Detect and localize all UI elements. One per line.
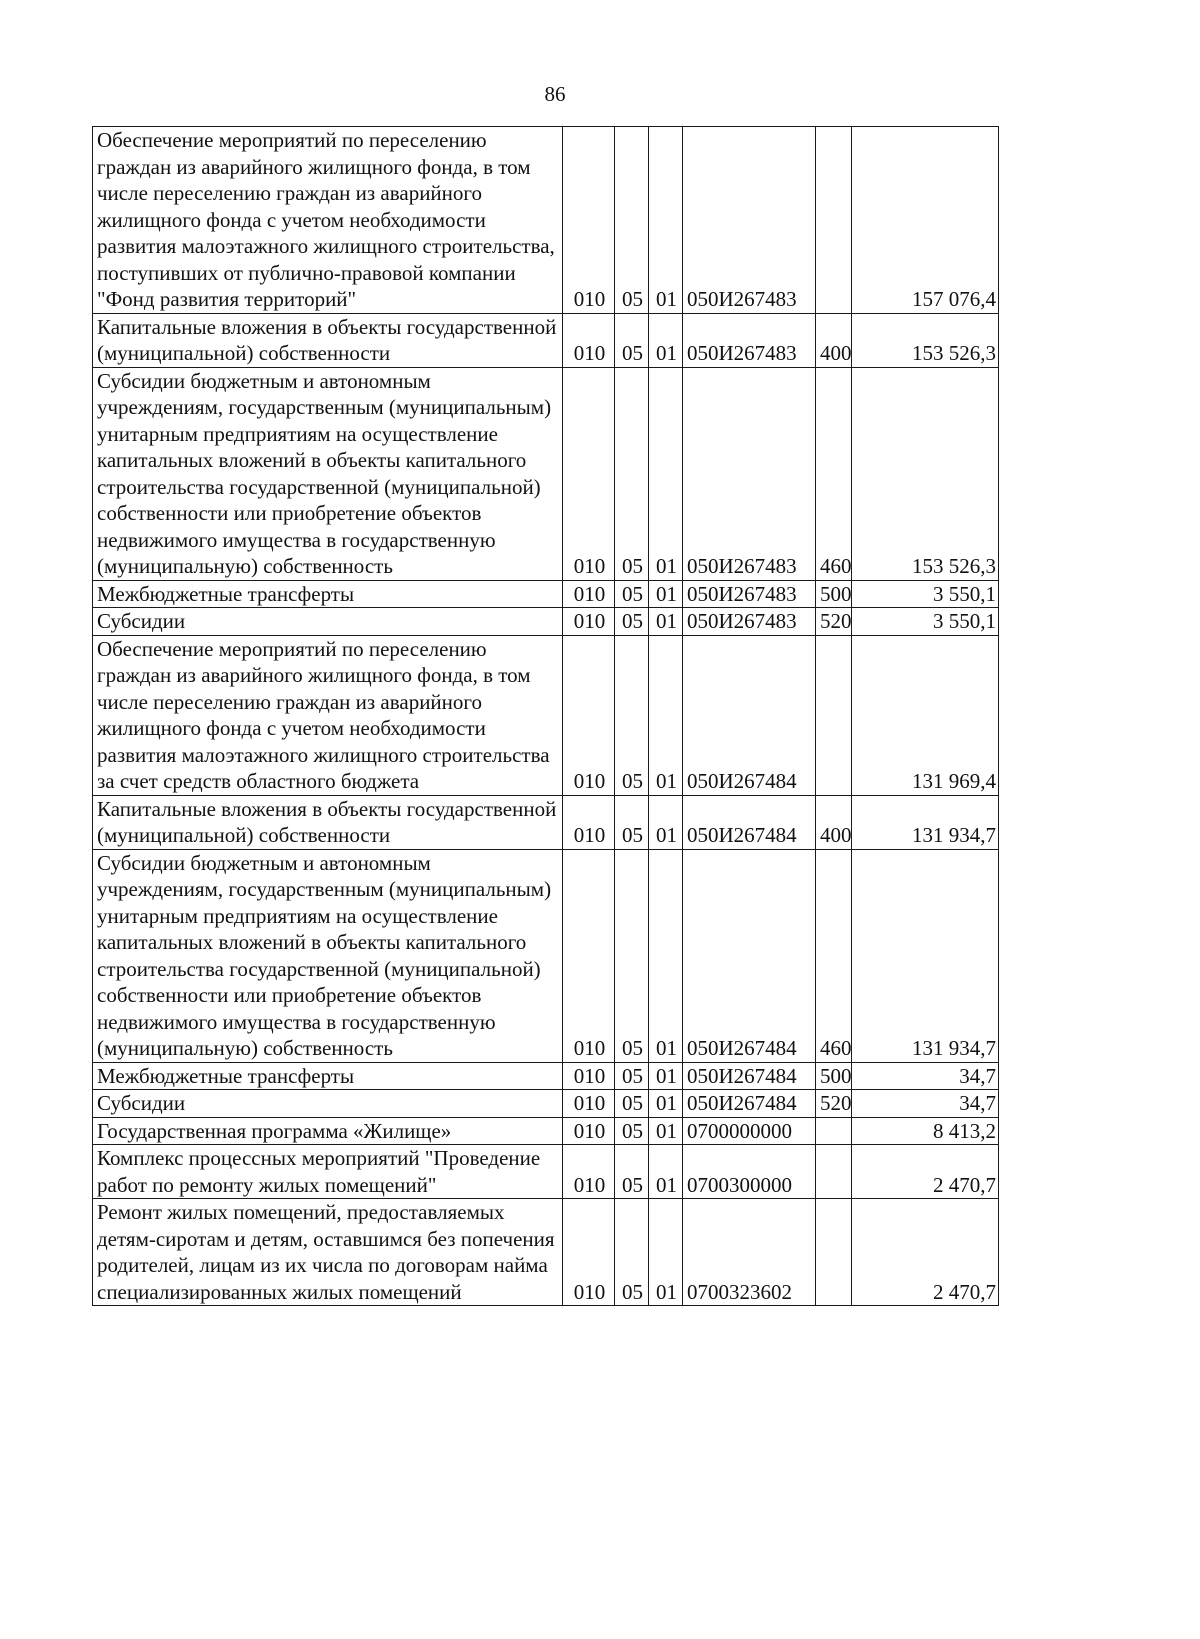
row-grbs-code: 010 bbox=[563, 127, 615, 314]
row-section-code: 05 bbox=[615, 580, 649, 608]
row-section-code: 05 bbox=[615, 795, 649, 849]
table-row bbox=[93, 1117, 999, 1145]
row-subsection-code: 01 bbox=[649, 795, 683, 849]
row-amount: 2 470,7 bbox=[852, 1145, 999, 1199]
row-subsection-code: 01 bbox=[649, 608, 683, 636]
row-amount: 157 076,4 bbox=[852, 127, 999, 314]
row-grbs-code: 010 bbox=[563, 635, 615, 795]
row-description: Межбюджетные трансферты bbox=[93, 1062, 563, 1090]
row-grbs-code: 010 bbox=[563, 849, 615, 1062]
row-section-code: 05 bbox=[615, 1199, 649, 1306]
row-expense-type-code bbox=[816, 1145, 852, 1199]
row-subsection-code: 01 bbox=[649, 849, 683, 1062]
row-amount: 3 550,1 bbox=[852, 580, 999, 608]
table-row bbox=[93, 635, 999, 795]
row-subsection-code: 01 bbox=[649, 580, 683, 608]
row-section-code: 05 bbox=[615, 608, 649, 636]
row-subsection-code: 01 bbox=[649, 1090, 683, 1118]
row-description: Государственная программа «Жилище» bbox=[93, 1117, 563, 1145]
row-target-article-code: 050И267484 bbox=[683, 795, 816, 849]
row-description: Субсидии бюджетным и автономным учреждениям, государственным (муниципальным) унитарным предприятиям на осуществление капитальных вложений в объекты капитального строительства государственной (муниципальной) собственности или приобретение объектов недвижимого имущества в государственную (муниципальную) собственность bbox=[93, 849, 563, 1062]
row-description: Комплекс процессных мероприятий "Проведение работ по ремонту жилых помещений" bbox=[93, 1145, 563, 1199]
row-target-article-code: 050И267484 bbox=[683, 849, 816, 1062]
row-amount: 131 969,4 bbox=[852, 635, 999, 795]
table-body bbox=[93, 127, 999, 1306]
row-expense-type-code bbox=[816, 635, 852, 795]
row-subsection-code: 01 bbox=[649, 1062, 683, 1090]
row-grbs-code: 010 bbox=[563, 1199, 615, 1306]
row-amount: 131 934,7 bbox=[852, 795, 999, 849]
row-description: Капитальные вложения в объекты государственной (муниципальной) собственности bbox=[93, 313, 563, 367]
row-description: Обеспечение мероприятий по переселению граждан из аварийного жилищного фонда, в том числе переселению граждан из аварийного жилищного фонда с учетом необходимости развития малоэтажного жилищного строительства, поступивших от публично-правовой компании "Фонд развития территорий" bbox=[93, 127, 563, 314]
row-grbs-code: 010 bbox=[563, 580, 615, 608]
row-description: Субсидии бюджетным и автономным учреждениям, государственным (муниципальным) унитарным предприятиям на осуществление капитальных вложений в объекты капитального строительства государственной (муниципальной) собственности или приобретение объектов недвижимого имущества в государственную (муниципальную) собственность bbox=[93, 367, 563, 580]
table-row bbox=[93, 1062, 999, 1090]
row-target-article-code: 050И267484 bbox=[683, 1090, 816, 1118]
row-section-code: 05 bbox=[615, 1145, 649, 1199]
row-target-article-code: 0700000000 bbox=[683, 1117, 816, 1145]
row-section-code: 05 bbox=[615, 127, 649, 314]
row-amount: 131 934,7 bbox=[852, 849, 999, 1062]
row-expense-type-code: 400 bbox=[816, 795, 852, 849]
row-section-code: 05 bbox=[615, 367, 649, 580]
row-grbs-code: 010 bbox=[563, 1117, 615, 1145]
table-row bbox=[93, 1145, 999, 1199]
row-amount: 34,7 bbox=[852, 1090, 999, 1118]
row-expense-type-code bbox=[816, 127, 852, 314]
row-expense-type-code: 400 bbox=[816, 313, 852, 367]
row-subsection-code: 01 bbox=[649, 1117, 683, 1145]
row-amount: 153 526,3 bbox=[852, 367, 999, 580]
page-number: 86 bbox=[544, 82, 566, 106]
row-subsection-code: 01 bbox=[649, 1199, 683, 1306]
row-subsection-code: 01 bbox=[649, 1145, 683, 1199]
row-section-code: 05 bbox=[615, 313, 649, 367]
row-target-article-code: 050И267483 bbox=[683, 580, 816, 608]
row-description: Обеспечение мероприятий по переселению граждан из аварийного жилищного фонда, в том числе переселению граждан из аварийного жилищного фонда с учетом необходимости развития малоэтажного жилищного строительства за счет средств областного бюджета bbox=[93, 635, 563, 795]
row-grbs-code: 010 bbox=[563, 313, 615, 367]
row-section-code: 05 bbox=[615, 1090, 649, 1118]
budget-table bbox=[92, 126, 999, 1306]
row-section-code: 05 bbox=[615, 849, 649, 1062]
row-target-article-code: 050И267483 bbox=[683, 313, 816, 367]
row-expense-type-code bbox=[816, 1117, 852, 1145]
row-target-article-code: 050И267484 bbox=[683, 635, 816, 795]
row-amount: 153 526,3 bbox=[852, 313, 999, 367]
row-target-article-code: 050И267483 bbox=[683, 367, 816, 580]
row-target-article-code: 0700323602 bbox=[683, 1199, 816, 1306]
row-amount: 3 550,1 bbox=[852, 608, 999, 636]
row-expense-type-code: 520 bbox=[816, 608, 852, 636]
row-description: Капитальные вложения в объекты государственной (муниципальной) собственности bbox=[93, 795, 563, 849]
row-description: Субсидии bbox=[93, 608, 563, 636]
row-amount: 34,7 bbox=[852, 1062, 999, 1090]
row-subsection-code: 01 bbox=[649, 127, 683, 314]
row-section-code: 05 bbox=[615, 635, 649, 795]
row-grbs-code: 010 bbox=[563, 608, 615, 636]
row-grbs-code: 010 bbox=[563, 795, 615, 849]
row-description: Субсидии bbox=[93, 1090, 563, 1118]
row-subsection-code: 01 bbox=[649, 313, 683, 367]
table-row bbox=[93, 1090, 999, 1118]
table-row bbox=[93, 795, 999, 849]
row-target-article-code: 050И267483 bbox=[683, 608, 816, 636]
table-row bbox=[93, 367, 999, 580]
row-section-code: 05 bbox=[615, 1117, 649, 1145]
row-target-article-code: 050И267484 bbox=[683, 1062, 816, 1090]
row-grbs-code: 010 bbox=[563, 1090, 615, 1118]
table-row bbox=[93, 1199, 999, 1306]
row-description: Межбюджетные трансферты bbox=[93, 580, 563, 608]
table-row bbox=[93, 849, 999, 1062]
row-target-article-code: 050И267483 bbox=[683, 127, 816, 314]
table-row bbox=[93, 608, 999, 636]
table-row bbox=[93, 313, 999, 367]
table-row bbox=[93, 580, 999, 608]
row-grbs-code: 010 bbox=[563, 367, 615, 580]
row-expense-type-code: 520 bbox=[816, 1090, 852, 1118]
row-expense-type-code bbox=[816, 1199, 852, 1306]
row-description: Ремонт жилых помещений, предоставляемых детям-сиротам и детям, оставшимся без попечения родителей, лицам из их числа по договорам найма специализированных жилых помещений bbox=[93, 1199, 563, 1306]
row-amount: 2 470,7 bbox=[852, 1199, 999, 1306]
row-expense-type-code: 500 bbox=[816, 1062, 852, 1090]
row-target-article-code: 0700300000 bbox=[683, 1145, 816, 1199]
row-expense-type-code: 460 bbox=[816, 367, 852, 580]
row-amount: 8 413,2 bbox=[852, 1117, 999, 1145]
row-subsection-code: 01 bbox=[649, 367, 683, 580]
row-expense-type-code: 460 bbox=[816, 849, 852, 1062]
row-grbs-code: 010 bbox=[563, 1145, 615, 1199]
row-subsection-code: 01 bbox=[649, 635, 683, 795]
row-section-code: 05 bbox=[615, 1062, 649, 1090]
row-grbs-code: 010 bbox=[563, 1062, 615, 1090]
table-row bbox=[93, 127, 999, 314]
row-expense-type-code: 500 bbox=[816, 580, 852, 608]
